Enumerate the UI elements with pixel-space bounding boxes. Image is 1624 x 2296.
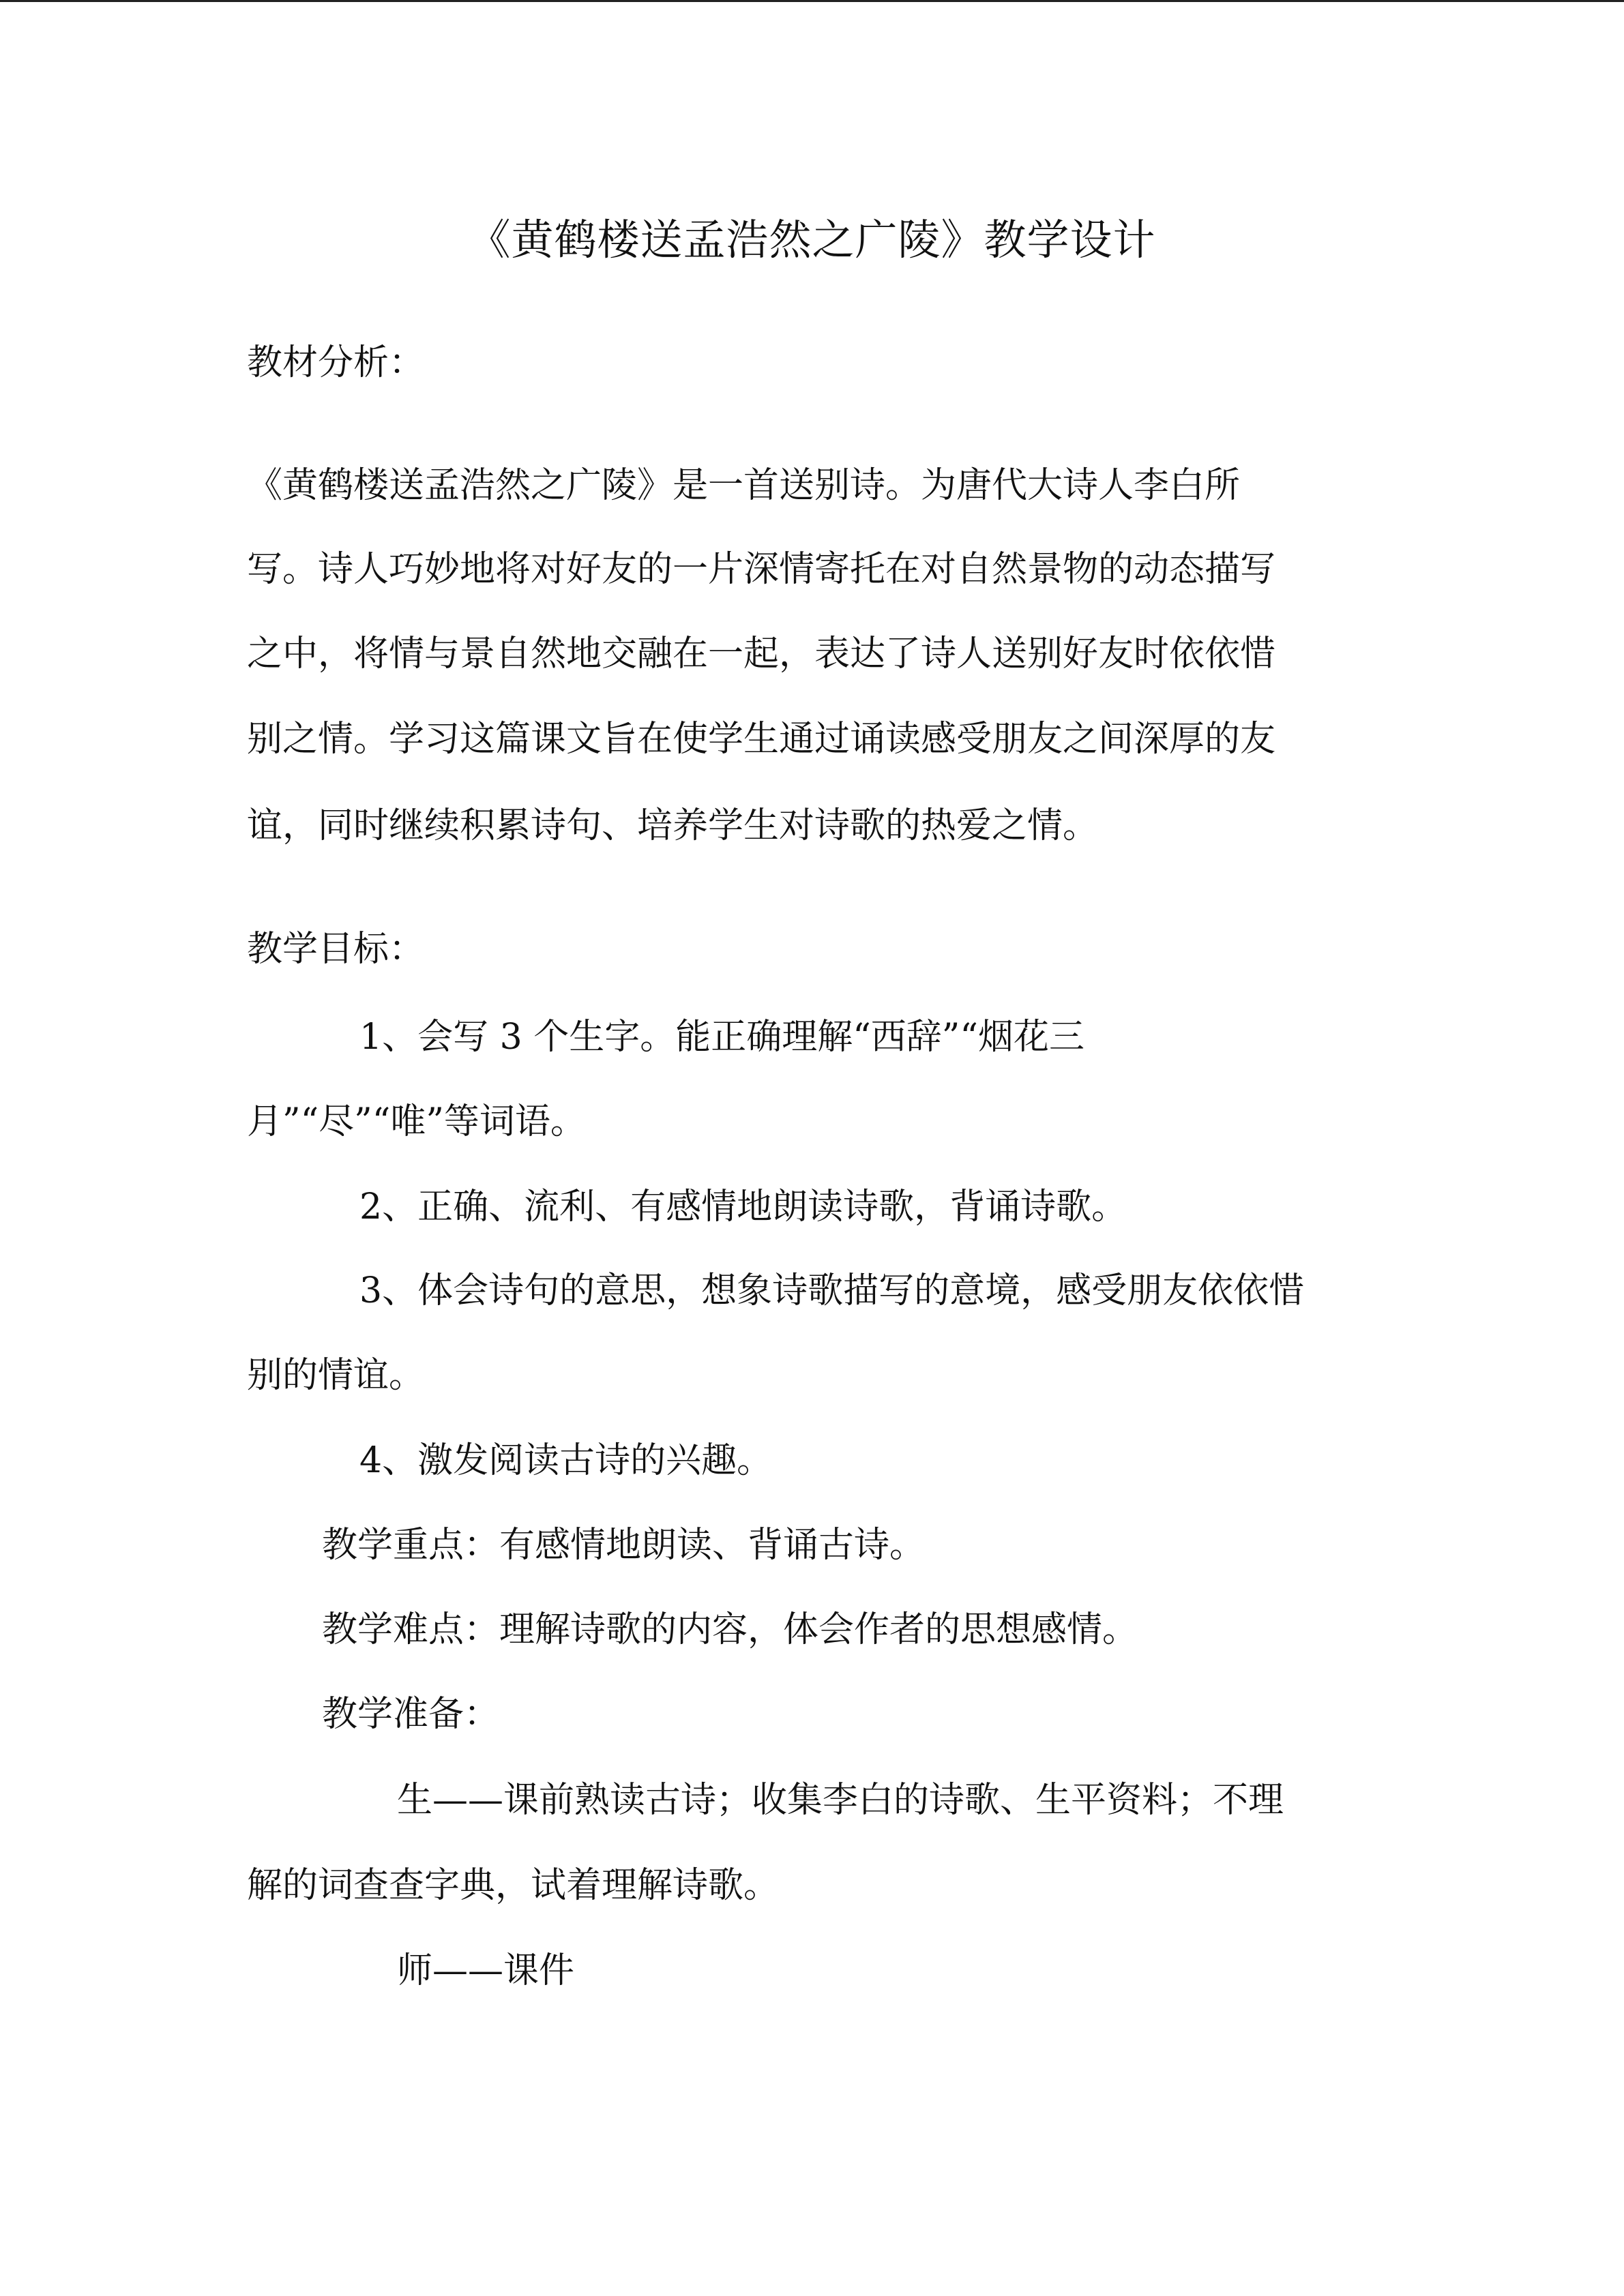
preparation-heading: 教学准备： (322, 1694, 500, 1735)
objective-1-line-1: 1、会写 3 个生字。能正确理解“西辞”“烟花三 (359, 1017, 1084, 1058)
document-title: 《黄鹤楼送孟浩然之广陵》教学设计 (468, 215, 1156, 265)
material-analysis-heading: 教材分析： (247, 342, 425, 383)
objective-4: 4、激发阅读古诗的兴趣。 (359, 1440, 773, 1481)
preparation-student-line-2: 解的词查查字典，试着理解诗歌。 (247, 1865, 780, 1906)
material-analysis-line-1: 《黄鹤楼送孟浩然之广陵》是一首送别诗。为唐代大诗人李白所 (247, 465, 1241, 506)
preparation-student-line-1: 生——课前熟读古诗；收集李白的诗歌、生平资料；不理 (397, 1780, 1284, 1821)
difficulty: 教学难点：理解诗歌的内容，体会作者的思想感情。 (322, 1609, 1138, 1650)
preparation-teacher: 师——课件 (397, 1950, 575, 1991)
material-analysis-line-2: 写。诗人巧妙地将对好友的一片深情寄托在对自然景物的动态描写 (247, 549, 1276, 590)
objective-3-line-2: 别的情谊。 (247, 1355, 425, 1396)
objective-2: 2、正确、流利、有感情地朗读诗歌，背诵诗歌。 (359, 1187, 1127, 1227)
material-analysis-line-4: 别之情。学习这篇课文旨在使学生通过诵读感受朋友之间深厚的友 (247, 719, 1276, 760)
objective-3-line-1: 3、体会诗句的意思，想象诗歌描写的意境，感受朋友依依惜 (359, 1270, 1305, 1311)
material-analysis-line-3: 之中，将情与景自然地交融在一起，表达了诗人送别好友时依依惜 (247, 633, 1276, 674)
key-point: 教学重点：有感情地朗读、背诵古诗。 (322, 1525, 926, 1566)
objective-1-line-2: 月”“尽”“唯”等词语。 (247, 1101, 586, 1142)
objectives-heading: 教学目标： (247, 929, 425, 970)
material-analysis-line-5: 谊，同时继续积累诗句、培养学生对诗歌的热爱之情。 (247, 805, 1099, 846)
